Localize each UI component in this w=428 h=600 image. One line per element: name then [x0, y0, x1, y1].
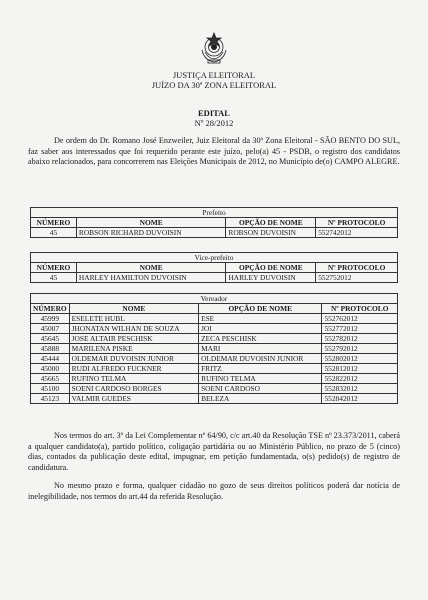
table-row — [31, 314, 398, 324]
coat-of-arms-icon — [196, 30, 232, 66]
table-row — [31, 344, 398, 354]
column-header-opcao: OPÇÃO DE NOME — [226, 263, 316, 273]
column-header-protocolo: Nº PROTOCOLO — [322, 304, 398, 314]
cell-nome: SOENI CARDOSO BORGES — [69, 384, 198, 394]
cell-protocolo: 552762012 — [322, 314, 398, 324]
cell-protocolo: 552782012 — [322, 334, 398, 344]
cell-nome: ROBSON RICHARD DUVOISIN — [76, 228, 226, 238]
cell-opcao: BELEZA — [199, 394, 322, 404]
cell-nome: VALMIR GUEDES — [69, 394, 198, 404]
cell-nome: JHONATAN WILHAN DE SOUZA — [69, 324, 198, 334]
cell-opcao: FRITZ — [199, 364, 322, 374]
cell-nome: OLDEMAR DUVOISIN JUNIOR — [69, 354, 198, 364]
table-row — [31, 374, 398, 384]
cell-protocolo: 552802012 — [322, 354, 398, 364]
cell-opcao: SOENI CARDOSO — [199, 384, 322, 394]
cell-opcao: MARI — [199, 344, 322, 354]
cell-opcao: HARLEY DUVOISIN — [226, 273, 316, 283]
cell-nome: RUFINO TELMA — [69, 374, 198, 384]
cell-opcao: JOI — [199, 324, 322, 334]
legal-paragraph-inelegibilidade: No mesmo prazo e forma, qualquer cidadão no gozo de seus direitos políticos poderá dar notícia de inelegibilidade, nos termos do art.44 da referida Resolução. — [28, 481, 400, 501]
cell-numero: 45444 — [31, 354, 70, 364]
vice-prefeito-table — [30, 252, 398, 283]
cell-protocolo: 552752012 — [316, 273, 398, 283]
prefeito-table — [30, 207, 398, 238]
cell-opcao: OLDEMAR DUVOISIN JUNIOR — [199, 354, 322, 364]
edital-number: Nº 28/2012 — [194, 118, 234, 128]
column-header-protocolo: Nº PROTOCOLO — [316, 218, 398, 228]
table-row — [31, 324, 398, 334]
table-row — [31, 394, 398, 404]
cell-protocolo: 552792012 — [322, 344, 398, 354]
column-header-nome: NOME — [76, 218, 226, 228]
edital-title: EDITAL — [198, 108, 230, 118]
cell-protocolo: 552772012 — [322, 324, 398, 334]
cell-protocolo: 552812012 — [322, 364, 398, 374]
cell-numero: 45007 — [31, 324, 70, 334]
cell-numero: 45000 — [31, 364, 70, 374]
cell-nome: MARILENA PISKE — [69, 344, 198, 354]
table-row — [31, 273, 398, 283]
legal-paragraph-impugnacao: Nos termos do art. 3º da Lei Complementar nº 64/90, c/c art.40 da Resolução TSE nº 23.373/2011, caberá a qualquer candidato(a), partido político, coligação partidária ou ao Ministério Público, no prazo de 5 (cinco) dias, contados da publicação deste edital, impugnar, em petição fundamentada, o(s) pedido(s) de registro de candidatura. — [28, 431, 400, 472]
cell-protocolo: 552842012 — [322, 394, 398, 404]
cell-numero: 45645 — [31, 334, 70, 344]
column-header-protocolo: Nº PROTOCOLO — [316, 263, 398, 273]
intro-paragraph: De ordem do Dr. Romano José Enzweiler, Juiz Eleitoral da 30ª Zona Eleitoral - SÃO BENTO DO SUL, faz saber aos interessados que foi requerido perante este juízo, pelo(a) 45 - PSDB, o registro dos candidatos abaixo relacionados, para concorrerem nas Eleições Municipais de 2012, no Município de(o) CAMPO ALEGRE. — [28, 136, 400, 167]
column-header-nome: NOME — [76, 263, 226, 273]
table-row — [31, 354, 398, 364]
cell-nome: HARLEY HAMILTON DUVOISIN — [76, 273, 226, 283]
cell-protocolo: 552822012 — [322, 374, 398, 384]
column-header-numero: NÚMERO — [31, 304, 70, 314]
column-header-opcao: OPÇÃO DE NOME — [199, 304, 322, 314]
court-zone: JUÍZO DA 30ª ZONA ELEITORAL — [151, 80, 277, 90]
column-header-nome: NOME — [69, 304, 198, 314]
cell-numero: 45100 — [31, 384, 70, 394]
cell-opcao: ROBSON DUVOISIN — [226, 228, 316, 238]
cell-opcao: ESE — [199, 314, 322, 324]
cell-opcao: ZECA PESCHISK — [199, 334, 322, 344]
table-caption: Vereador — [31, 294, 398, 304]
column-header-numero: NÚMERO — [31, 263, 77, 273]
cell-nome: RUDI ALFREDO FUCKNER — [69, 364, 198, 374]
column-header-numero: NÚMERO — [31, 218, 77, 228]
cell-nome: JOSE ALTAIR PESCHISK — [69, 334, 198, 344]
cell-protocolo: 552742012 — [316, 228, 398, 238]
table-caption: Vice-prefeito — [31, 253, 398, 263]
cell-numero: 45 — [31, 273, 77, 283]
cell-numero: 45999 — [31, 314, 70, 324]
cell-protocolo: 552832012 — [322, 384, 398, 394]
table-row — [31, 364, 398, 374]
court-name: JUSTIÇA ELEITORAL — [172, 70, 256, 80]
cell-nome: ESELETE HUBL — [69, 314, 198, 324]
table-row — [31, 384, 398, 394]
cell-numero: 45888 — [31, 344, 70, 354]
table-caption: Prefeito — [31, 208, 398, 218]
table-row — [31, 228, 398, 238]
cell-numero: 45665 — [31, 374, 70, 384]
cell-numero: 45123 — [31, 394, 70, 404]
cell-opcao: RUFINO TELMA — [199, 374, 322, 384]
vereador-table — [30, 293, 398, 404]
column-header-opcao: OPÇÃO DE NOME — [226, 218, 316, 228]
cell-numero: 45 — [31, 228, 77, 238]
table-row — [31, 334, 398, 344]
